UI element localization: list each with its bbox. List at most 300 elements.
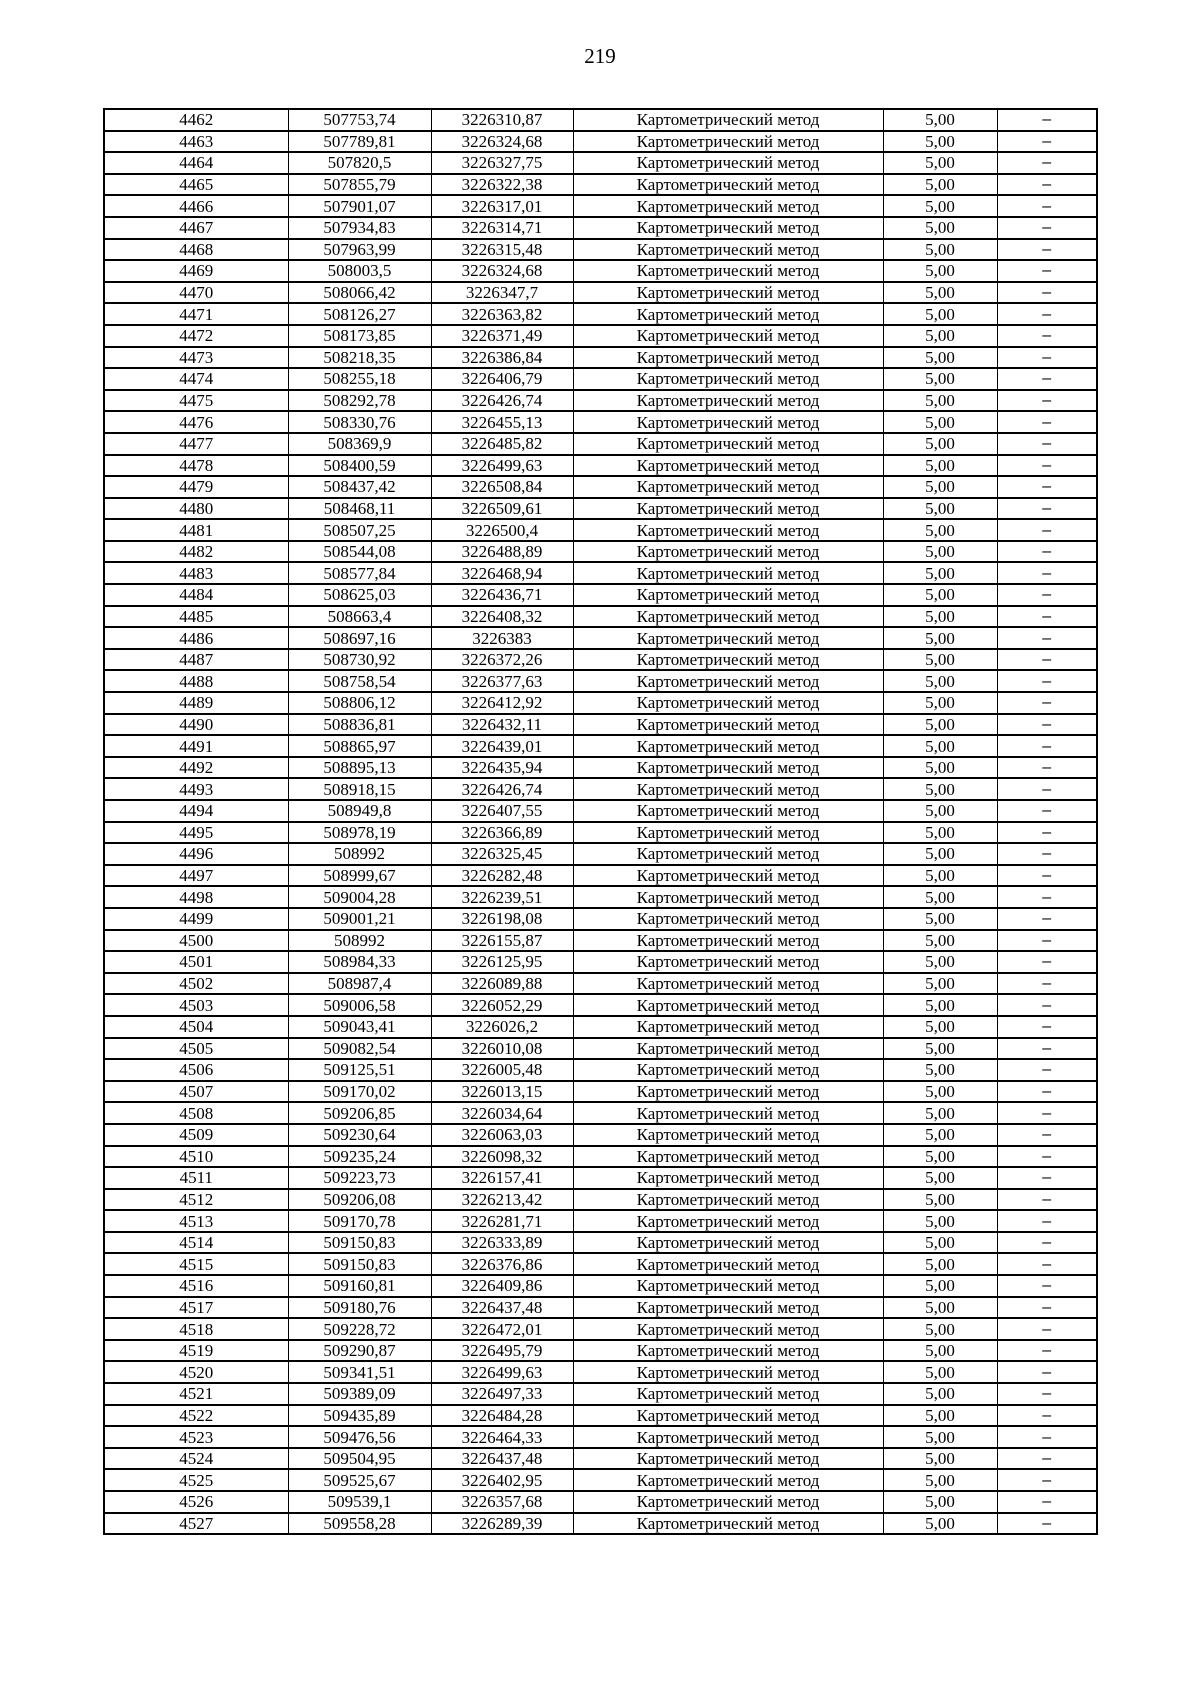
point-number-cell: 4463 (104, 131, 288, 153)
x-coordinate-cell: 508836,81 (288, 714, 431, 736)
x-coordinate-cell: 509476,56 (288, 1426, 431, 1448)
accuracy-cell: 5,00 (883, 325, 997, 347)
point-number-cell: 4485 (104, 606, 288, 628)
point-number-cell: 4496 (104, 843, 288, 865)
x-coordinate-cell: 508865,97 (288, 735, 431, 757)
note-cell: – (997, 692, 1097, 714)
table-row (104, 239, 1097, 261)
method-cell: Картометрический метод (573, 368, 883, 390)
table-row (104, 1124, 1097, 1146)
method-cell: Картометрический метод (573, 282, 883, 304)
accuracy-cell: 5,00 (883, 1405, 997, 1427)
accuracy-cell: 5,00 (883, 778, 997, 800)
x-coordinate-cell: 508895,13 (288, 757, 431, 779)
y-coordinate-cell: 3226500,4 (431, 519, 573, 541)
point-number-cell: 4486 (104, 627, 288, 649)
y-coordinate-cell: 3226317,01 (431, 195, 573, 217)
table-row (104, 174, 1097, 196)
y-coordinate-cell: 3226499,63 (431, 1361, 573, 1383)
note-cell: – (997, 239, 1097, 261)
x-coordinate-cell: 509230,64 (288, 1124, 431, 1146)
note-cell: – (997, 606, 1097, 628)
note-cell: – (997, 886, 1097, 908)
table-row (104, 282, 1097, 304)
table-row (104, 670, 1097, 692)
method-cell: Картометрический метод (573, 606, 883, 628)
note-cell: – (997, 260, 1097, 282)
table-row (104, 1232, 1097, 1254)
point-number-cell: 4522 (104, 1405, 288, 1427)
method-cell: Картометрический метод (573, 411, 883, 433)
method-cell: Картометрический метод (573, 800, 883, 822)
y-coordinate-cell: 3226386,84 (431, 347, 573, 369)
x-coordinate-cell: 508468,11 (288, 498, 431, 520)
x-coordinate-cell: 509389,09 (288, 1383, 431, 1405)
x-coordinate-cell: 509004,28 (288, 886, 431, 908)
point-number-cell: 4484 (104, 584, 288, 606)
note-cell: – (997, 1081, 1097, 1103)
method-cell: Картометрический метод (573, 692, 883, 714)
table-row (104, 390, 1097, 412)
accuracy-cell: 5,00 (883, 1124, 997, 1146)
x-coordinate-cell: 507934,83 (288, 217, 431, 239)
accuracy-cell: 5,00 (883, 1059, 997, 1081)
table-row (104, 498, 1097, 520)
note-cell: – (997, 800, 1097, 822)
method-cell: Картометрический метод (573, 1469, 883, 1491)
y-coordinate-cell: 3226347,7 (431, 282, 573, 304)
point-number-cell: 4467 (104, 217, 288, 239)
x-coordinate-cell: 508758,54 (288, 670, 431, 692)
point-number-cell: 4503 (104, 994, 288, 1016)
table-row (104, 930, 1097, 952)
note-cell: – (997, 1232, 1097, 1254)
point-number-cell: 4500 (104, 930, 288, 952)
table-row (104, 778, 1097, 800)
y-coordinate-cell: 3226315,48 (431, 239, 573, 261)
accuracy-cell: 5,00 (883, 347, 997, 369)
method-cell: Картометрический метод (573, 1426, 883, 1448)
table-row (104, 1383, 1097, 1405)
y-coordinate-cell: 3226213,42 (431, 1189, 573, 1211)
accuracy-cell: 5,00 (883, 1275, 997, 1297)
x-coordinate-cell: 508697,16 (288, 627, 431, 649)
point-number-cell: 4479 (104, 476, 288, 498)
y-coordinate-cell: 3226089,88 (431, 973, 573, 995)
x-coordinate-cell: 509160,81 (288, 1275, 431, 1297)
table-row (104, 1167, 1097, 1189)
coordinates-table-body (104, 109, 1097, 1534)
method-cell: Картометрический метод (573, 1102, 883, 1124)
y-coordinate-cell: 3226499,63 (431, 455, 573, 477)
y-coordinate-cell: 3226372,26 (431, 649, 573, 671)
x-coordinate-cell: 509223,73 (288, 1167, 431, 1189)
point-number-cell: 4468 (104, 239, 288, 261)
note-cell: – (997, 455, 1097, 477)
table-row (104, 735, 1097, 757)
method-cell: Картометрический метод (573, 1146, 883, 1168)
point-number-cell: 4507 (104, 1081, 288, 1103)
point-number-cell: 4525 (104, 1469, 288, 1491)
x-coordinate-cell: 509001,21 (288, 908, 431, 930)
x-coordinate-cell: 509206,85 (288, 1102, 431, 1124)
point-number-cell: 4504 (104, 1016, 288, 1038)
accuracy-cell: 5,00 (883, 455, 997, 477)
note-cell: – (997, 217, 1097, 239)
x-coordinate-cell: 508577,84 (288, 562, 431, 584)
y-coordinate-cell: 3226495,79 (431, 1340, 573, 1362)
y-coordinate-cell: 3226488,89 (431, 541, 573, 563)
y-coordinate-cell: 3226198,08 (431, 908, 573, 930)
point-number-cell: 4502 (104, 973, 288, 995)
note-cell: – (997, 714, 1097, 736)
accuracy-cell: 5,00 (883, 1167, 997, 1189)
y-coordinate-cell: 3226155,87 (431, 930, 573, 952)
y-coordinate-cell: 3226281,71 (431, 1210, 573, 1232)
accuracy-cell: 5,00 (883, 1253, 997, 1275)
table-row (104, 1426, 1097, 1448)
y-coordinate-cell: 3226034,64 (431, 1102, 573, 1124)
x-coordinate-cell: 509504,95 (288, 1448, 431, 1470)
table-row (104, 627, 1097, 649)
x-coordinate-cell: 508992 (288, 930, 431, 952)
table-row (104, 131, 1097, 153)
note-cell: – (997, 584, 1097, 606)
method-cell: Картометрический метод (573, 390, 883, 412)
note-cell: – (997, 347, 1097, 369)
method-cell: Картометрический метод (573, 1253, 883, 1275)
point-number-cell: 4488 (104, 670, 288, 692)
table-row (104, 973, 1097, 995)
accuracy-cell: 5,00 (883, 217, 997, 239)
table-row (104, 1038, 1097, 1060)
x-coordinate-cell: 508369,9 (288, 433, 431, 455)
x-coordinate-cell: 509043,41 (288, 1016, 431, 1038)
x-coordinate-cell: 509082,54 (288, 1038, 431, 1060)
accuracy-cell: 5,00 (883, 843, 997, 865)
accuracy-cell: 5,00 (883, 800, 997, 822)
method-cell: Картометрический метод (573, 1491, 883, 1513)
x-coordinate-cell: 507901,07 (288, 195, 431, 217)
method-cell: Картометрический метод (573, 1275, 883, 1297)
accuracy-cell: 5,00 (883, 1016, 997, 1038)
y-coordinate-cell: 3226402,95 (431, 1469, 573, 1491)
method-cell: Картометрический метод (573, 994, 883, 1016)
method-cell: Картометрический метод (573, 1340, 883, 1362)
note-cell: – (997, 519, 1097, 541)
method-cell: Картометрический метод (573, 1016, 883, 1038)
table-row (104, 951, 1097, 973)
point-number-cell: 4465 (104, 174, 288, 196)
y-coordinate-cell: 3226437,48 (431, 1297, 573, 1319)
y-coordinate-cell: 3226426,74 (431, 778, 573, 800)
y-coordinate-cell: 3226497,33 (431, 1383, 573, 1405)
y-coordinate-cell: 3226289,39 (431, 1513, 573, 1535)
y-coordinate-cell: 3226098,32 (431, 1146, 573, 1168)
note-cell: – (997, 195, 1097, 217)
accuracy-cell: 5,00 (883, 1491, 997, 1513)
y-coordinate-cell: 3226439,01 (431, 735, 573, 757)
y-coordinate-cell: 3226371,49 (431, 325, 573, 347)
accuracy-cell: 5,00 (883, 670, 997, 692)
point-number-cell: 4499 (104, 908, 288, 930)
note-cell: – (997, 908, 1097, 930)
table-row (104, 1361, 1097, 1383)
point-number-cell: 4482 (104, 541, 288, 563)
y-coordinate-cell: 3226468,94 (431, 562, 573, 584)
accuracy-cell: 5,00 (883, 541, 997, 563)
method-cell: Картометрический метод (573, 152, 883, 174)
x-coordinate-cell: 508003,5 (288, 260, 431, 282)
method-cell: Картометрический метод (573, 886, 883, 908)
note-cell: – (997, 1405, 1097, 1427)
x-coordinate-cell: 508330,76 (288, 411, 431, 433)
y-coordinate-cell: 3226314,71 (431, 217, 573, 239)
accuracy-cell: 5,00 (883, 411, 997, 433)
y-coordinate-cell: 3226436,71 (431, 584, 573, 606)
table-row (104, 368, 1097, 390)
table-row (104, 1448, 1097, 1470)
table-row (104, 757, 1097, 779)
x-coordinate-cell: 508126,27 (288, 303, 431, 325)
method-cell: Картометрический метод (573, 584, 883, 606)
x-coordinate-cell: 508400,59 (288, 455, 431, 477)
x-coordinate-cell: 508437,42 (288, 476, 431, 498)
note-cell: – (997, 368, 1097, 390)
accuracy-cell: 5,00 (883, 627, 997, 649)
x-coordinate-cell: 509150,83 (288, 1253, 431, 1275)
y-coordinate-cell: 3226484,28 (431, 1405, 573, 1427)
table-row (104, 1340, 1097, 1362)
note-cell: – (997, 411, 1097, 433)
table-row (104, 1275, 1097, 1297)
method-cell: Картометрический метод (573, 649, 883, 671)
point-number-cell: 4498 (104, 886, 288, 908)
note-cell: – (997, 1469, 1097, 1491)
y-coordinate-cell: 3226333,89 (431, 1232, 573, 1254)
note-cell: – (997, 735, 1097, 757)
y-coordinate-cell: 3226426,74 (431, 390, 573, 412)
table-row (104, 562, 1097, 584)
point-number-cell: 4478 (104, 455, 288, 477)
method-cell: Картометрический метод (573, 951, 883, 973)
x-coordinate-cell: 508663,4 (288, 606, 431, 628)
point-number-cell: 4516 (104, 1275, 288, 1297)
coordinates-table (103, 108, 1098, 1535)
note-cell: – (997, 562, 1097, 584)
y-coordinate-cell: 3226324,68 (431, 131, 573, 153)
note-cell: – (997, 1146, 1097, 1168)
x-coordinate-cell: 508292,78 (288, 390, 431, 412)
x-coordinate-cell: 508918,15 (288, 778, 431, 800)
x-coordinate-cell: 508507,25 (288, 519, 431, 541)
accuracy-cell: 5,00 (883, 1232, 997, 1254)
method-cell: Картометрический метод (573, 930, 883, 952)
y-coordinate-cell: 3226005,48 (431, 1059, 573, 1081)
note-cell: – (997, 433, 1097, 455)
y-coordinate-cell: 3226376,86 (431, 1253, 573, 1275)
accuracy-cell: 5,00 (883, 865, 997, 887)
x-coordinate-cell: 509228,72 (288, 1318, 431, 1340)
point-number-cell: 4487 (104, 649, 288, 671)
y-coordinate-cell: 3226366,89 (431, 822, 573, 844)
accuracy-cell: 5,00 (883, 1448, 997, 1470)
accuracy-cell: 5,00 (883, 951, 997, 973)
method-cell: Картометрический метод (573, 1124, 883, 1146)
accuracy-cell: 5,00 (883, 260, 997, 282)
method-cell: Картометрический метод (573, 1081, 883, 1103)
accuracy-cell: 5,00 (883, 1469, 997, 1491)
x-coordinate-cell: 508173,85 (288, 325, 431, 347)
point-number-cell: 4517 (104, 1297, 288, 1319)
accuracy-cell: 5,00 (883, 368, 997, 390)
y-coordinate-cell: 3226464,33 (431, 1426, 573, 1448)
point-number-cell: 4462 (104, 109, 288, 131)
x-coordinate-cell: 507753,74 (288, 109, 431, 131)
y-coordinate-cell: 3226509,61 (431, 498, 573, 520)
point-number-cell: 4480 (104, 498, 288, 520)
method-cell: Картометрический метод (573, 735, 883, 757)
method-cell: Картометрический метод (573, 519, 883, 541)
note-cell: – (997, 303, 1097, 325)
note-cell: – (997, 1361, 1097, 1383)
y-coordinate-cell: 3226325,45 (431, 843, 573, 865)
method-cell: Картометрический метод (573, 433, 883, 455)
accuracy-cell: 5,00 (883, 1102, 997, 1124)
table-row (104, 325, 1097, 347)
table-row (104, 1491, 1097, 1513)
method-cell: Картометрический метод (573, 347, 883, 369)
point-number-cell: 4473 (104, 347, 288, 369)
point-number-cell: 4481 (104, 519, 288, 541)
method-cell: Картометрический метод (573, 476, 883, 498)
point-number-cell: 4476 (104, 411, 288, 433)
note-cell: – (997, 994, 1097, 1016)
method-cell: Картометрический метод (573, 325, 883, 347)
accuracy-cell: 5,00 (883, 498, 997, 520)
table-row (104, 1146, 1097, 1168)
accuracy-cell: 5,00 (883, 174, 997, 196)
point-number-cell: 4513 (104, 1210, 288, 1232)
note-cell: – (997, 1124, 1097, 1146)
method-cell: Картометрический метод (573, 1167, 883, 1189)
point-number-cell: 4490 (104, 714, 288, 736)
page-number: 219 (584, 44, 616, 68)
x-coordinate-cell: 509235,24 (288, 1146, 431, 1168)
method-cell: Картометрический метод (573, 562, 883, 584)
x-coordinate-cell: 508987,4 (288, 973, 431, 995)
x-coordinate-cell: 509206,08 (288, 1189, 431, 1211)
y-coordinate-cell: 3226437,48 (431, 1448, 573, 1470)
x-coordinate-cell: 507789,81 (288, 131, 431, 153)
point-number-cell: 4510 (104, 1146, 288, 1168)
method-cell: Картометрический метод (573, 1059, 883, 1081)
point-number-cell: 4501 (104, 951, 288, 973)
note-cell: – (997, 822, 1097, 844)
method-cell: Картометрический метод (573, 455, 883, 477)
method-cell: Картометрический метод (573, 498, 883, 520)
y-coordinate-cell: 3226063,03 (431, 1124, 573, 1146)
note-cell: – (997, 1340, 1097, 1362)
y-coordinate-cell: 3226485,82 (431, 433, 573, 455)
table-row (104, 822, 1097, 844)
note-cell: – (997, 131, 1097, 153)
table-row (104, 411, 1097, 433)
point-number-cell: 4508 (104, 1102, 288, 1124)
y-coordinate-cell: 3226327,75 (431, 152, 573, 174)
accuracy-cell: 5,00 (883, 692, 997, 714)
method-cell: Картометрический метод (573, 843, 883, 865)
point-number-cell: 4515 (104, 1253, 288, 1275)
y-coordinate-cell: 3226508,84 (431, 476, 573, 498)
y-coordinate-cell: 3226472,01 (431, 1318, 573, 1340)
table-row (104, 109, 1097, 131)
method-cell: Картометрический метод (573, 1405, 883, 1427)
accuracy-cell: 5,00 (883, 930, 997, 952)
x-coordinate-cell: 509006,58 (288, 994, 431, 1016)
note-cell: – (997, 757, 1097, 779)
table-row (104, 152, 1097, 174)
note-cell: – (997, 843, 1097, 865)
accuracy-cell: 5,00 (883, 1038, 997, 1060)
note-cell: – (997, 1491, 1097, 1513)
accuracy-cell: 5,00 (883, 1189, 997, 1211)
method-cell: Картометрический метод (573, 109, 883, 131)
point-number-cell: 4483 (104, 562, 288, 584)
point-number-cell: 4489 (104, 692, 288, 714)
y-coordinate-cell: 3226408,32 (431, 606, 573, 628)
method-cell: Картометрический метод (573, 260, 883, 282)
table-row (104, 692, 1097, 714)
table-row (104, 649, 1097, 671)
method-cell: Картометрический метод (573, 541, 883, 563)
method-cell: Картометрический метод (573, 714, 883, 736)
accuracy-cell: 5,00 (883, 195, 997, 217)
accuracy-cell: 5,00 (883, 390, 997, 412)
x-coordinate-cell: 507855,79 (288, 174, 431, 196)
x-coordinate-cell: 509341,51 (288, 1361, 431, 1383)
method-cell: Картометрический метод (573, 131, 883, 153)
note-cell: – (997, 1253, 1097, 1275)
table-row (104, 1469, 1097, 1491)
point-number-cell: 4520 (104, 1361, 288, 1383)
x-coordinate-cell: 509539,1 (288, 1491, 431, 1513)
note-cell: – (997, 951, 1097, 973)
note-cell: – (997, 930, 1097, 952)
x-coordinate-cell: 508978,19 (288, 822, 431, 844)
x-coordinate-cell: 509558,28 (288, 1513, 431, 1535)
x-coordinate-cell: 507963,99 (288, 239, 431, 261)
table-row (104, 1318, 1097, 1340)
point-number-cell: 4524 (104, 1448, 288, 1470)
note-cell: – (997, 865, 1097, 887)
note-cell: – (997, 498, 1097, 520)
note-cell: – (997, 1038, 1097, 1060)
method-cell: Картометрический метод (573, 1513, 883, 1535)
accuracy-cell: 5,00 (883, 757, 997, 779)
note-cell: – (997, 1189, 1097, 1211)
note-cell: – (997, 390, 1097, 412)
x-coordinate-cell: 509290,87 (288, 1340, 431, 1362)
table-row (104, 584, 1097, 606)
table-row (104, 1513, 1097, 1535)
method-cell: Картометрический метод (573, 1383, 883, 1405)
point-number-cell: 4477 (104, 433, 288, 455)
y-coordinate-cell: 3226406,79 (431, 368, 573, 390)
x-coordinate-cell: 508730,92 (288, 649, 431, 671)
method-cell: Картометрический метод (573, 973, 883, 995)
note-cell: – (997, 541, 1097, 563)
